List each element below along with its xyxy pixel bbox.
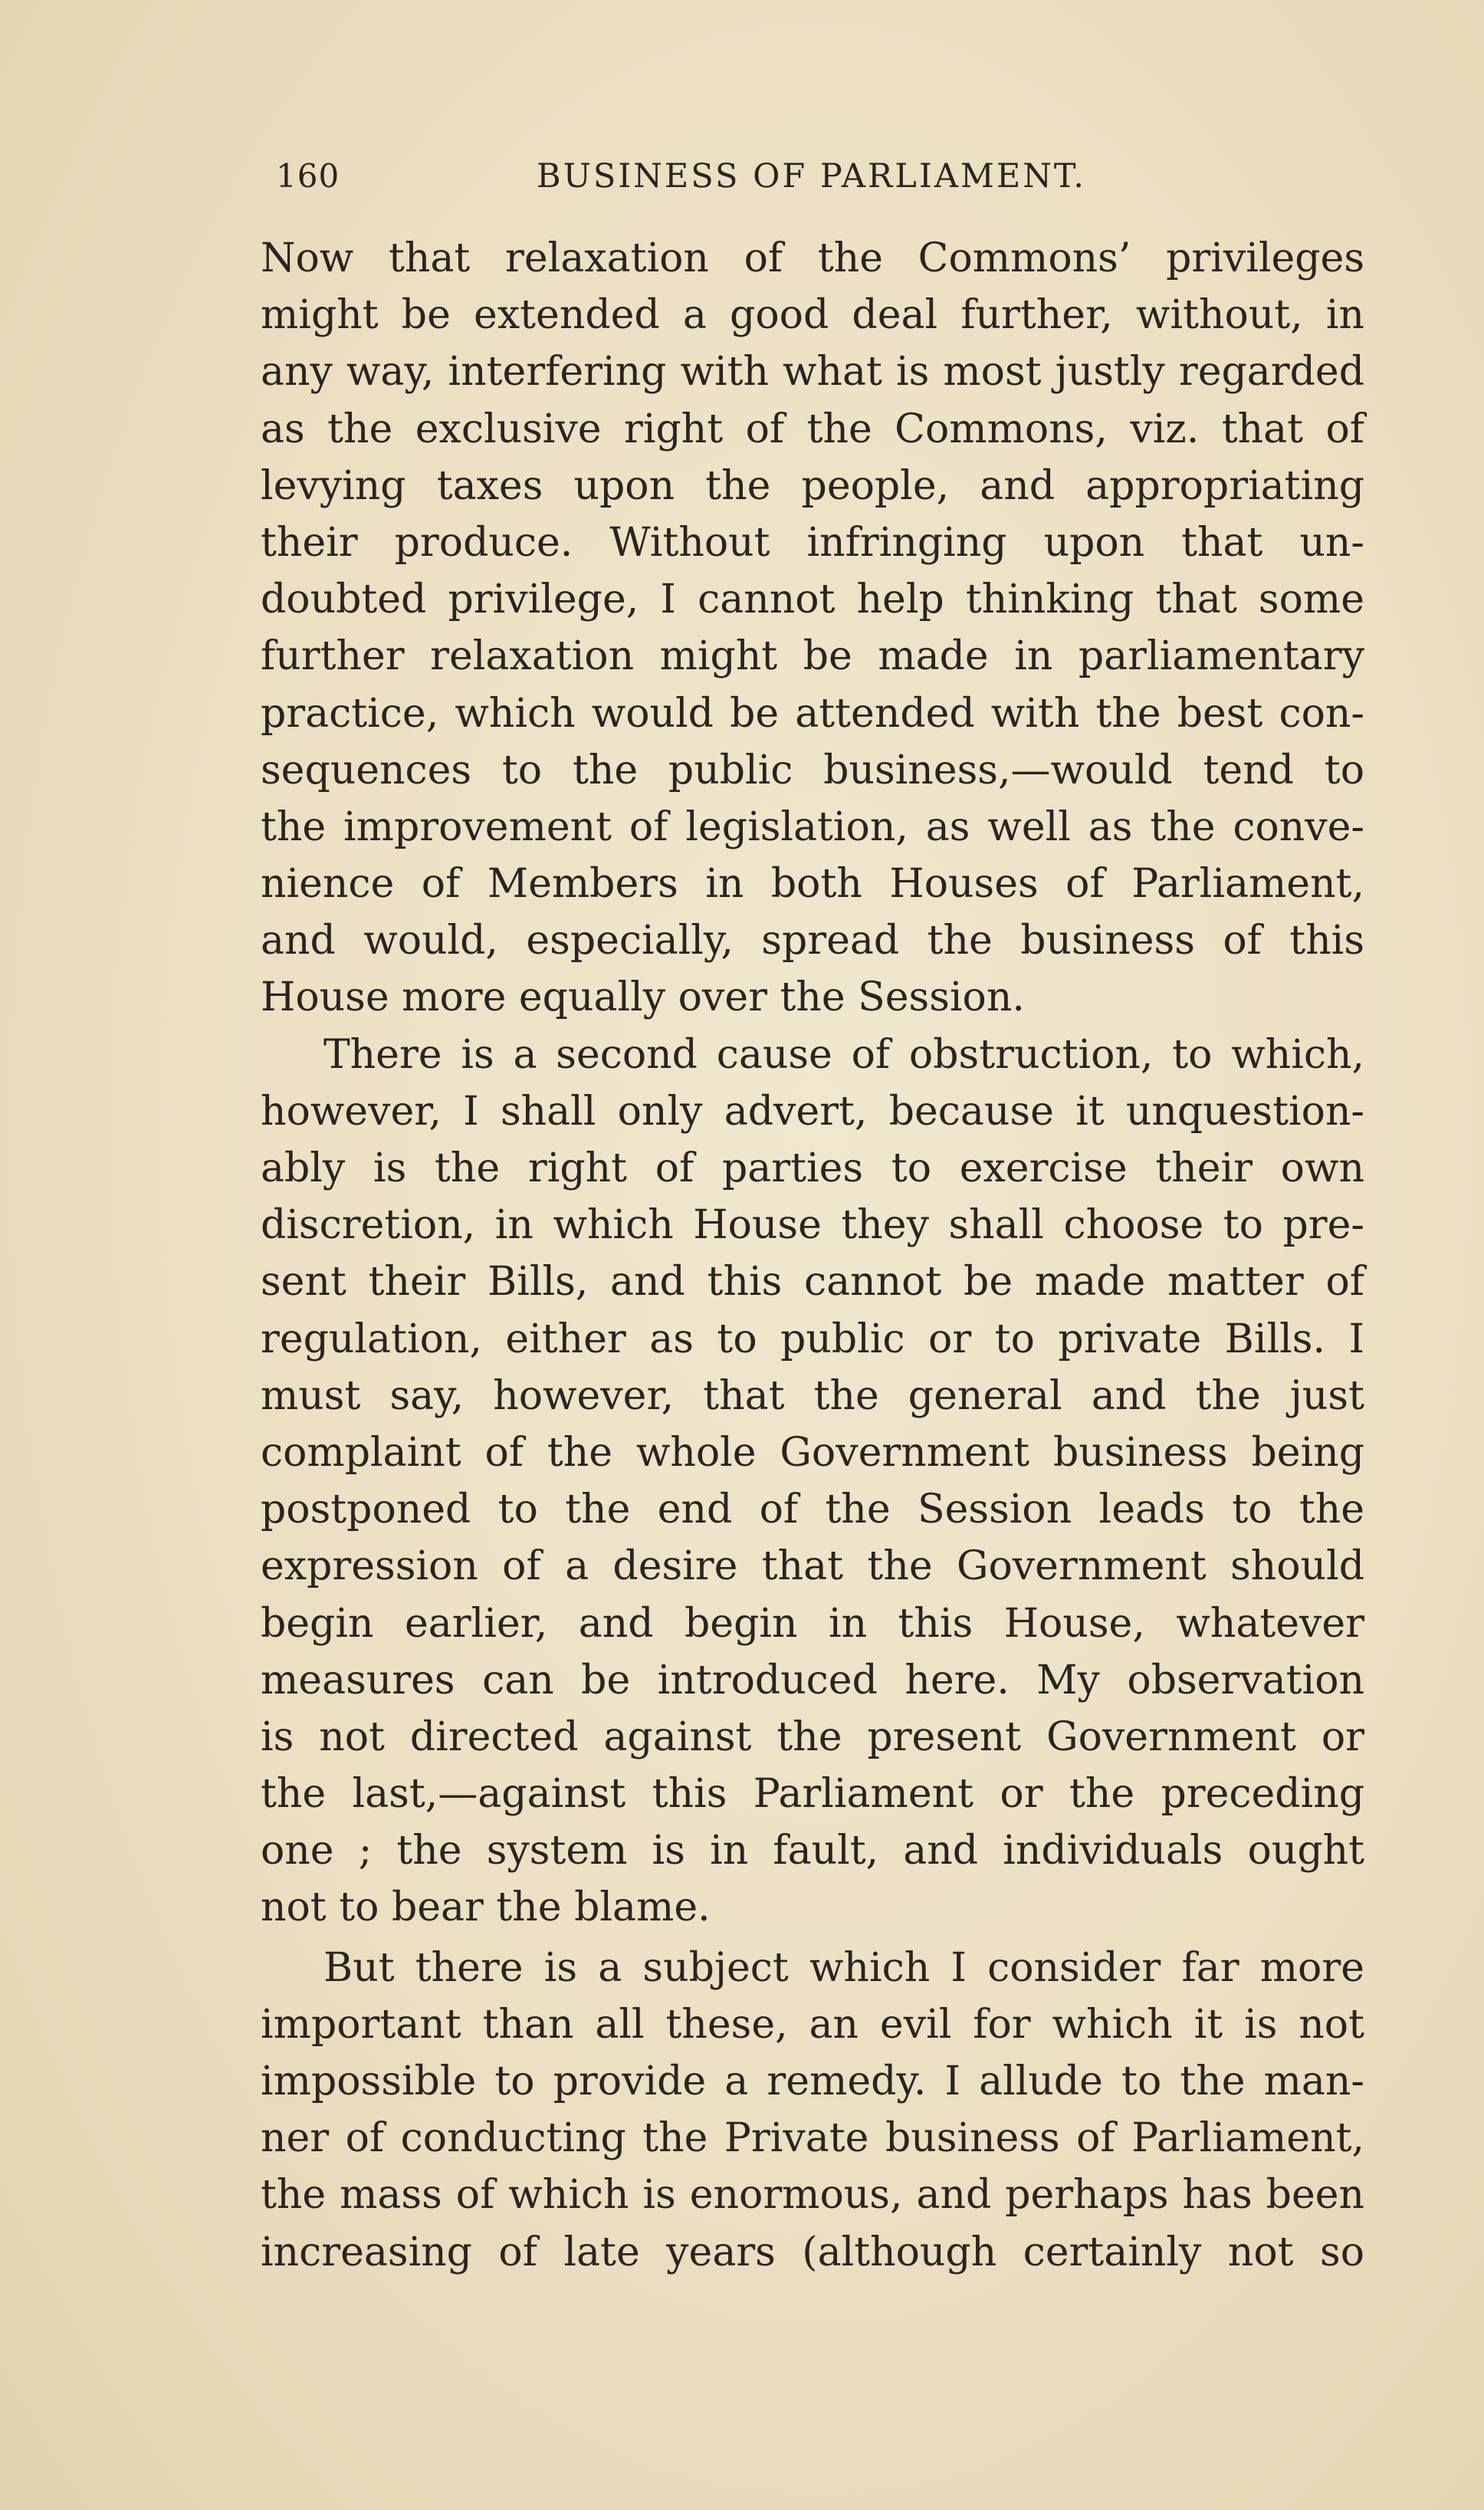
paragraph-3 <box>261 1940 1364 2281</box>
text-line: sequences to the public business,—would tend to <box>261 747 1364 793</box>
text-line: one ; the system is in fault, and individuals ought <box>261 1828 1364 1874</box>
text-line: complaint of the whole Government business being <box>261 1429 1364 1476</box>
text-line: and would, especially, spread the business of this <box>261 918 1364 964</box>
text-line: their produce. Without infringing upon that un- <box>261 519 1364 566</box>
text-line: practice, which would be attended with the best con- <box>261 690 1364 737</box>
text-line: levying taxes upon the people, and appropriating <box>261 462 1364 509</box>
text-line: must say, however, that the general and the just <box>261 1372 1364 1419</box>
text-line: regulation, either as to public or to private Bills. I <box>261 1316 1364 1362</box>
text-line: might be extended a good deal further, without, in <box>261 292 1364 339</box>
text-line: the improvement of legislation, as well as the conve- <box>261 803 1364 850</box>
text-line: postponed to the end of the Session leads to the <box>261 1487 1364 1533</box>
text-line: There is a second cause of obstruction, to which, <box>323 1031 1364 1078</box>
text-line: the last,—against this Parliament or the preceding <box>261 1771 1364 1818</box>
text-line: doubted privilege, I cannot help thinking that some <box>261 577 1364 623</box>
text-line: House more equally over the Session. <box>261 974 1025 1021</box>
text-line: expression of a desire that the Government should <box>261 1543 1364 1590</box>
text-line: measures can be introduced here. My observation <box>261 1657 1364 1703</box>
text-line: any way, interfering with what is most justly regarded <box>261 349 1364 396</box>
text-line: impossible to provide a remedy. I allude to the man- <box>261 2058 1364 2104</box>
text-line: increasing of late years (although certainly not so <box>261 2229 1364 2275</box>
text-line: important than all these, an evil for which it is not <box>261 2001 1364 2048</box>
text-line: further relaxation might be made in parliamentary <box>261 633 1364 680</box>
page-number: 160 <box>276 157 340 195</box>
text-line: Now that relaxation of the Commons’ privileges <box>261 235 1364 281</box>
paragraph-2 <box>261 1027 1364 1937</box>
text-line: not to bear the blame. <box>261 1884 711 1931</box>
text-line: however, I shall only advert, because it unquestion- <box>261 1088 1364 1135</box>
text-line: is not directed against the present Government or <box>261 1713 1364 1760</box>
text-line: as the exclusive right of the Commons, viz. that of <box>261 406 1364 452</box>
text-line: sent their Bills, and this cannot be made matter of <box>261 1259 1364 1306</box>
body-text <box>261 230 1364 2281</box>
running-title: BUSINESS OF PARLIAMENT. <box>537 157 1086 195</box>
text-line: discretion, in which House they shall choose to pre- <box>261 1202 1364 1249</box>
text-line: But there is a subject which I consider far more <box>323 1944 1364 1991</box>
text-line: begin earlier, and begin in this House, whatever <box>261 1600 1364 1647</box>
text-line: nience of Members in both Houses of Parliament, <box>261 861 1364 908</box>
text-line: the mass of which is enormous, and perhaps has been <box>261 2172 1364 2219</box>
text-line: ably is the right of parties to exercise their own <box>261 1145 1364 1191</box>
text-line: ner of conducting the Private business of Parliament, <box>261 2115 1364 2162</box>
running-head <box>276 157 1349 203</box>
paragraph-1 <box>261 230 1364 1027</box>
